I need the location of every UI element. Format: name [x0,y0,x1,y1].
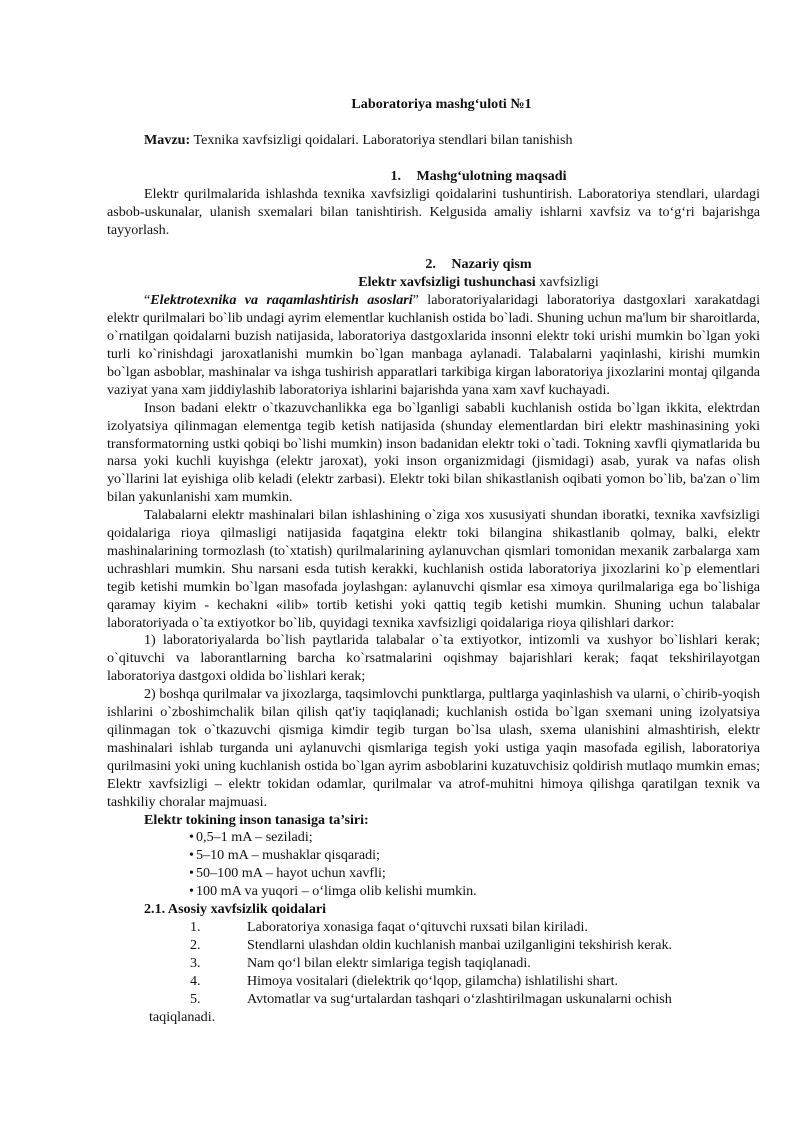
section-2-subheading [107,274,760,292]
current-effects-list [107,829,760,901]
section-2-title: Nazariy qism [451,256,532,273]
paragraph-rule-2: 2) boshqa qurilmalar va jixozlarga, taqsimlovchi punktlarga, pultlarga yaqinlashish va ularni, o`chirib-yoqish ishlarini o`zboshimchalik bilan qilish qat'iy taqiqlanadi; kuchlanish ostida bo`lgan sxemani uning izolyatsiya qilinmagan tok o`tkazuvchi qismiga kimdir tegib turgan bo`lsa ulash, sxema ulanishini almashtirish, elektr mashinalari ishlab turganda uni aylanuvchi qismlariga tegish yoki ustiga yaqin masofada egilish, laboratoriya qurilmasini yoki uning kuchlanish ostida bo`lgan ayrim asboblarini kuzatuvchisiz qoldirish mutlaqo mumkin emas; Elektr xavfsizligi – elektr tokidan odamlar, qurilmalar va atrof-muhitni himoya qilishga qaratilgan texnik va tashkiliy choralar majmuasi. [107,686,760,810]
bullet-icon: • [189,865,194,882]
bullet-icon: • [189,829,194,846]
list-item: 3. Nam qo‘l bilan elektr simlariga tegish taqiqlanadi. [190,954,531,971]
section-2-number: 2. [425,256,436,273]
paragraph-machines: Talabalarni elektr mashinalari bilan ishlashining o`ziga xos xususiyati shundan iboratki, texnika xavfsizligi qoidalariga rioya qilmasligi natijasida faqatgina elektr toki bilangina shikastlanib qolmay, balki, elektr mashinalarining tormozlash (to`xtatish) qurilmalarining aylanuvchan qismlari tomonidan mexanik zarbalarga xam uchrashlari mumkin. Shu narsani esda tutish kerakki, kuchlanish ostida laboratoriya jixozlarini ko`p elementlari tegib ketishi mumkin bo`lgan masofada joylashgan: aylanuvchi qismlar esa ximoya qurilmalariga ega bo`lishiga qaramay kiyim - kechakni «ilib» tortib ketishi yoki qattiq tegib ketishi mumkin. Shuning uchun talabalar laboratoriyada o`ta extiyotkor bo`lib, quyidagi texnika xavfsizligi qoidalariga rioya qilishlari darkor: [107,507,760,631]
list-item: 4. Himoya vositalari (dielektrik qo‘lqop, gilamcha) ishlatilishi shart. [190,972,619,989]
list-item: 2. Stendlarni ulashdan oldin kuchlanish manbai uzilganligini tekshirish kerak. [190,936,673,953]
subheading-bold: Elektr xavfsizligi tushunchasi [358,274,536,291]
list-item: • 50–100 mA – hayot uchun xavfli; [189,865,386,882]
safety-rules-list [107,919,760,1009]
topic-line [107,132,760,150]
safety-rules-heading: 2.1. Asosiy xavfsizlik qoidalari [144,901,327,918]
topic-label: Mavzu: [144,131,191,148]
bullet-icon: • [189,847,194,864]
paragraph-intro [107,292,760,399]
bullet-icon: • [189,883,194,900]
paragraph-intro-text: ” laboratoriyalaridagi laboratoriya dastgoxlari xarakatdagi elektr qurilmalari bo`lib undagi ayrim elementlar kuchlanish ostida bo`ladi. Shuning uchun ma'lum bir sharoitlarda, o`rnatilgan qoidalarni buzish natijasida, laboratoriya dastgoxlarida insonni elektr toki urishi mumkin bo`lgan yoki turli ko`rinishdagi jaroxatlanishi mumkin bo`lgan manbaga aylanadi. Talabalarni yaqinlashi, kirishi mumkin bo`lgan asboblar, mashinalar va ishga tushirish apparatlari tarkibiga kirgan laboratoriya jixozlarini montaj qilganda vaziyat yana xam jiddiylashib laboratoriya ishlarini bajarishda yana xam xavf kuchayadi. [107,292,760,398]
list-item: • 0,5–1 mA – seziladi; [189,829,313,846]
rule-5-continuation: taqiqlanadi. [149,1008,216,1025]
section-1-title: Mashg‘ulotning maqsadi [416,167,567,184]
section-1-paragraph: Elektr qurilmalarida ishlashda texnika xavfsizligi qoidalarini tushuntirish. Laboratoriya stendlari, ulardagi asbob-uskunalar, ulanish sxemalari bilan tanishtirish. Kelgusida amaliy ishlarni xavfsiz va to‘g‘ri bajarishga tayyorlash. [107,185,760,238]
list-item: • 5–10 mA – mushaklar qisqaradi; [189,847,380,864]
course-name: Elektrotexnika va raqamlashtirish asoslari [150,292,413,309]
current-effects-heading: Elektr tokining inson tanasiga ta’siri: [144,811,369,828]
list-item: 5. Avtomatlar va sug‘urtalardan tashqari o‘zlashtirilmagan uskunalarni ochish [190,990,672,1007]
page-title: Laboratoriya mashg‘uloti №1 [351,96,532,112]
list-item: 1. Laboratoriya xonasiga faqat o‘qituvchi ruxsati bilan kiriladi. [190,918,588,935]
quote-open: “ [144,292,151,309]
section-2-heading [107,256,760,274]
list-item: • 100 mA va yuqori – o‘limga olib kelishi mumkin. [189,883,477,900]
section-1-number: 1. [390,167,402,184]
topic-text: Texnika xavfsizligi qoidalari. Laboratoriya stendlari bilan tanishish [190,131,573,148]
paragraph-rule-1: 1) laboratoriyalarda bo`lish paytlarida talabalar o`ta extiyotkor, intizomli va xushyor bo`lishlari kerak; o`qituvchi va laborantlarning barcha ko`rsatmalarini oqishmay bajarishlari kerak; faqat tekshirilayotgan laboratoriya dastgoxi oldida bo`lishlari kerak; [107,632,760,685]
section-1-heading [107,168,760,186]
paragraph-body-conductivity: Inson badani elektr o`tkazuvchanlikka ega bo`lganligi sababli kuchlanish ostida bo`lgan ikkita, elektrdan izolyatsiya qilinmagan elementga tegib ketish natijasida (shunday elementlardan biri elektr mashinasining yoki transformatorning ustki qobiqi bo`lishi mumkin) inson badanidan elektr toki o`tadi. Tokning xavfli qiymatlarida bu narsa yoki kuchli kuyishga (elektr jaroxat), yoki inson organizmidagi (jismidagi) asab, yurak va nafas olish yo`llarini lat eyishiga olib keladi (elektr zarbasi). Elektr toki bilan shikastlanish oqibati yomon bo`lib, ba'zan o`lim bilan yakunlanishi xam mumkin. [107,399,760,506]
subheading-rest: xavfsizligi [535,274,599,291]
